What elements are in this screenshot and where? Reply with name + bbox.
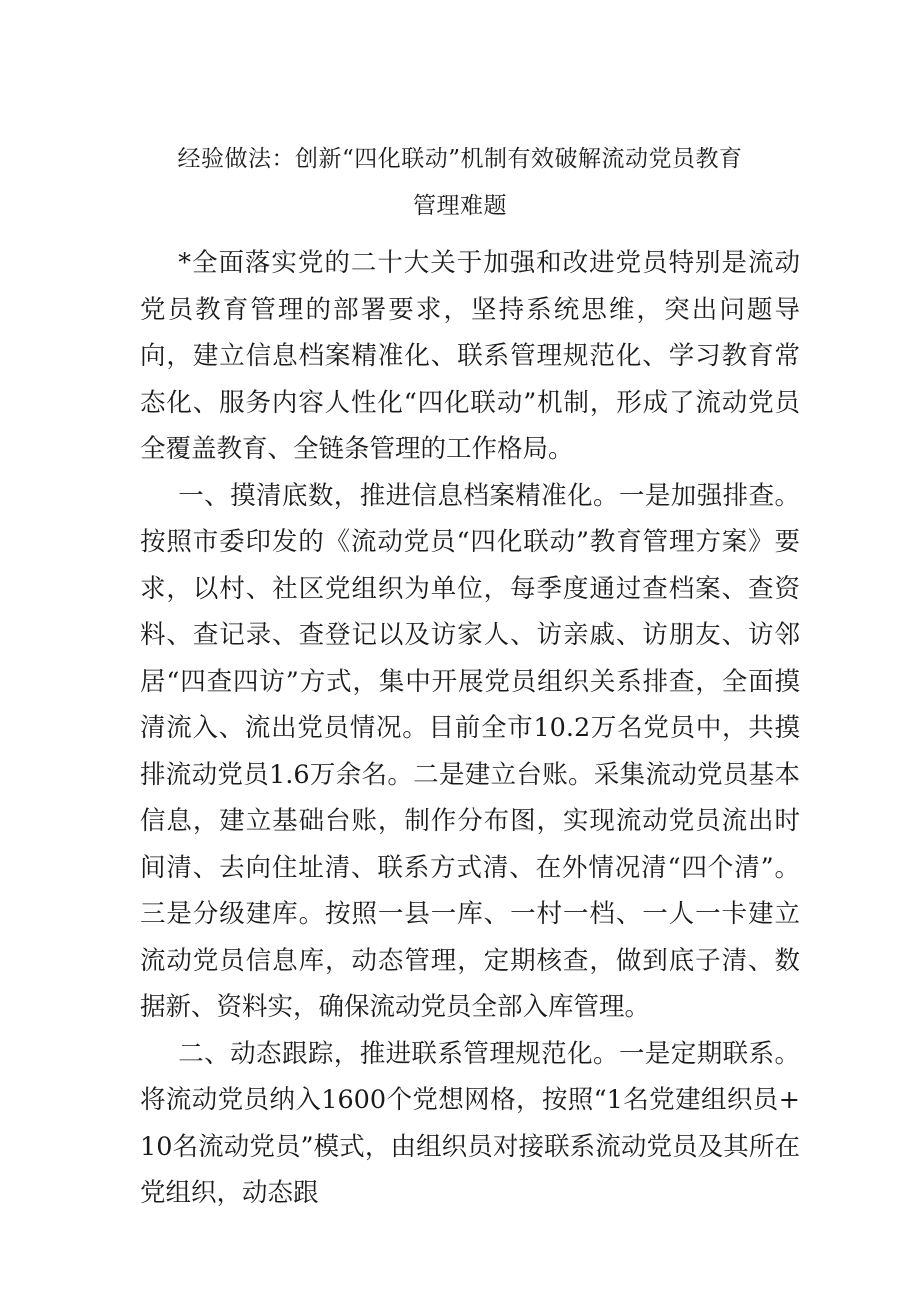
document-body <box>140 240 800 1217</box>
paragraph-section-2: 二、动态跟踪，推进联系管理规范化。一是定期联系。将流动党员纳入1600个党想网格，按照“1名党建组织员+10名流动党员”模式，由组织员对接联系流动党员及其所在党组织，动态跟 <box>140 1038 800 1208</box>
document-title-line-2: 管理难题 <box>413 193 507 219</box>
paragraph-section-1: 一、摸清底数，推进信息档案精准化。一是加强排查。按照市委印发的《流动党员“四化联动”教育管理方案》要求，以村、社区党组织为单位，每季度通过查档案、查资料、查记录、查登记以及访家人、访亲戚、访朋友、访邻居“四查四访”方式，集中开展党员组织关系排查，全面摸清流入、流出党员情况。目前全市10.2万名党员中，共摸排流动党员1.6万余名。二是建立台账。采集流动党员基本信息，建立基础台账，制作分布图，实现流动党员流出时间清、去向住址清、联系方式清、在外情况清“四个清”。三是分级建库。按照一县一库、一村一档、一人一卡建立流动党员信息库，动态管理，定期核查，做到底子清、数据新、资料实，确保流动党员全部入库管理。 <box>140 480 800 1022</box>
document-title-line-1: 经验做法：创新“四化联动”机制有效破解流动党员教育 <box>177 146 743 172</box>
paragraph-intro: *全面落实党的二十大关于加强和改进党员特别是流动党员教育管理的部署要求，坚持系统思维，突出问题导向，建立信息档案精准化、联系管理规范化、学习教育常态化、服务内容人性化“四化联动”机制，形成了流动党员全覆盖教育、全链条管理的工作格局。 <box>140 248 800 464</box>
